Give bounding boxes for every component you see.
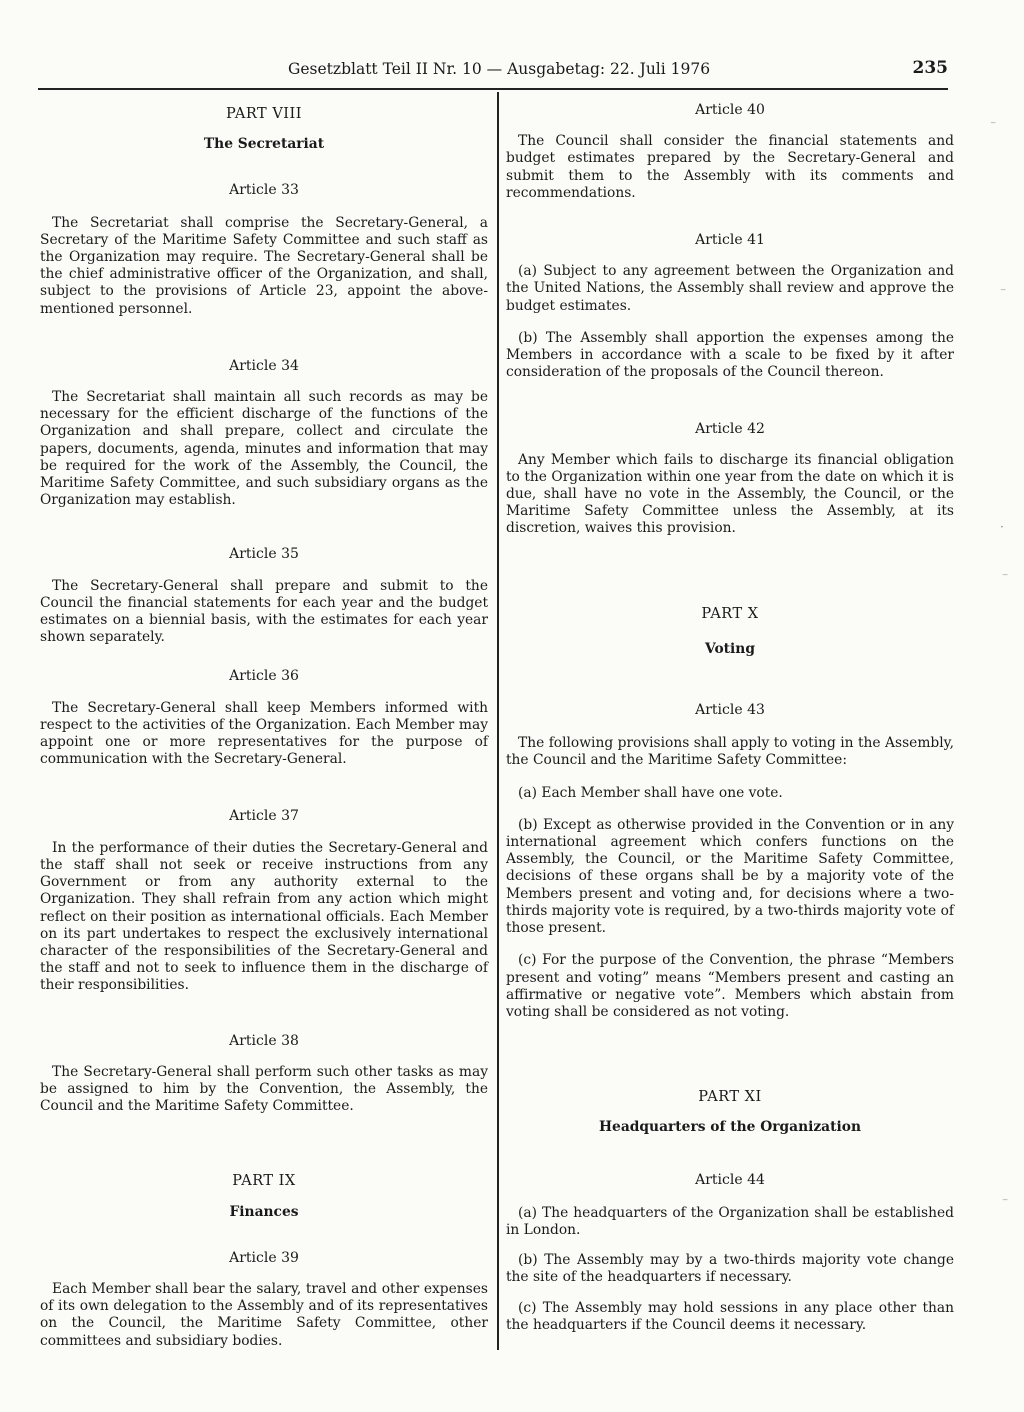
page-number: 235: [912, 58, 948, 78]
article-37-title: Article 37: [229, 808, 299, 825]
article-39-text: Each Member shall bear the salary, travel and other expenses of its own delegation to the Assembly and of its representatives on the Council, the Maritime Safety Committee, other committees and subsidiary bodies.: [40, 1280, 488, 1349]
scan-speck: ⁻: [1002, 570, 1009, 584]
article-44-clause-b: (b) The Assembly may by a two-thirds majority vote change the site of the headquarters if necessary.: [506, 1252, 954, 1286]
article-36-text: The Secretary-General shall keep Members informed with respect to the activities of the Organization. Each Member may appoint one or more representatives for the purpose of communication with the Secretary-General.: [40, 699, 488, 768]
article-44-title: Article 44: [695, 1171, 765, 1188]
article-41-clause-b: (b) The Assembly shall apportion the expenses among the Members in accordance with a scale to be fixed by it after consideration of the proposals of the Council thereon.: [506, 329, 954, 381]
article-43-clause-b: (b) Except as otherwise provided in the Convention or in any international agreement which confers functions on the Assembly, the Council, or the Maritime Safety Committee, decisions of these organs shall be by a majority vote of the Members present and voting and, for decisions where a two-thirds majority vote is required, by a two-thirds majority vote of those present.: [506, 816, 954, 937]
article-41-clause-a: (a) Subject to any agreement between the Organization and the United Nations, the Assembly shall review and approve the budget estimates.: [506, 263, 954, 314]
article-34-text: The Secretariat shall maintain all such records as may be necessary for the efficient discharge of the functions of the Organization and shall prepare, collect and circulate the papers, documents, agenda, minutes and information that may be required for the work of the Assembly, the Council, the Maritime Safety Committee, and such subsidiary organs as the Organization may establish.: [40, 389, 488, 509]
article-42-text: Any Member which fails to discharge its financial obligation to the Organization within one year from the date on which it is due, shall have no vote in the Assembly, the Council, or the Maritime Safety Committee unless the Assembly, at its discretion, waives this provision.: [506, 451, 954, 537]
article-33-text: The Secretariat shall comprise the Secretary-General, a Secretary of the Maritime Safety Committee and such staff as the Organization may require. The Secretary-General shall be the chief administrative officer of the Organization, and shall, subject to the provisions of Article 23, appoint the above-mentioned personnel.: [40, 214, 488, 317]
article-44-clause-a: (a) The headquarters of the Organization shall be established in London.: [506, 1204, 954, 1238]
article-40-title: Article 40: [695, 102, 765, 118]
article-43-intro: The following provisions shall apply to voting in the Assembly, the Council and the Maritime Safety Committee:: [506, 735, 954, 769]
scan-speck: ⁻: [1000, 285, 1007, 299]
article-40-text: The Council shall consider the financial statements and budget estimates prepared by the Secretary-General and submit them to the Assembly with its comments and recommendations.: [506, 133, 954, 201]
article-35-title: Article 35: [229, 546, 299, 563]
part-viii-label: PART VIII: [226, 106, 302, 122]
article-38-text: The Secretary-General shall perform such other tasks as may be assigned to him by the Convention, the Assembly, the Council and the Maritime Safety Committee.: [40, 1063, 488, 1115]
part-viii-subtitle: The Secretariat: [203, 136, 325, 153]
part-ix-label: PART IX: [232, 1173, 296, 1190]
part-xi-subtitle: Headquarters of the Organization: [599, 1119, 861, 1136]
part-ix-subtitle: Finances: [229, 1203, 299, 1220]
article-37-text: In the performance of their duties the Secretary-General and the staff shall not seek or receive instructions from any Government or from any authority external to the Organization. They shall refrain from any action which might reflect on their position as international officials. Each Member on its part undertakes to respect the exclusively international character of the responsibilities of the Secretary-General and the staff and not to seek to influence them in the discharge of their responsibilities.: [40, 839, 488, 994]
left-column: [40, 88, 488, 1350]
article-35-text: The Secretary-General shall prepare and submit to the Council the financial statements for each year and the budget estimates on a biennial basis, with the estimates for each year shown separately.: [40, 577, 488, 646]
part-x-label: PART X: [701, 605, 759, 622]
scan-speck: ⁻: [1002, 1195, 1009, 1209]
scan-speck: ·: [1000, 520, 1004, 534]
article-39-title: Article 39: [229, 1249, 299, 1266]
part-xi-label: PART XI: [698, 1089, 762, 1106]
scan-speck: ⁻: [990, 118, 997, 132]
header-title: Gesetzblatt Teil II Nr. 10 — Ausgabetag: 22. Juli 1976: [288, 60, 711, 78]
article-38-title: Article 38: [229, 1032, 299, 1049]
article-43-clause-c: (c) For the purpose of the Convention, the phrase “Members present and voting” means “Members present and casting an affirmative or negative vote”. Members which abstain from voting shall be considered as not voting.: [506, 952, 954, 1020]
article-43-clause-a: (a) Each Member shall have one vote.: [518, 784, 783, 801]
column-divider: [497, 92, 499, 1350]
part-x-subtitle: Voting: [705, 640, 755, 657]
article-41-title: Article 41: [695, 232, 765, 249]
article-44-clause-c: (c) The Assembly may hold sessions in any place other than the headquarters if the Council deems it necessary.: [506, 1299, 954, 1333]
article-33-title: Article 33: [229, 182, 299, 199]
right-column: [506, 88, 954, 1334]
article-36-title: Article 36: [229, 668, 299, 685]
page-header: [38, 58, 948, 90]
article-34-title: Article 34: [229, 357, 299, 374]
article-43-title: Article 43: [695, 702, 765, 719]
article-42-title: Article 42: [695, 421, 765, 438]
